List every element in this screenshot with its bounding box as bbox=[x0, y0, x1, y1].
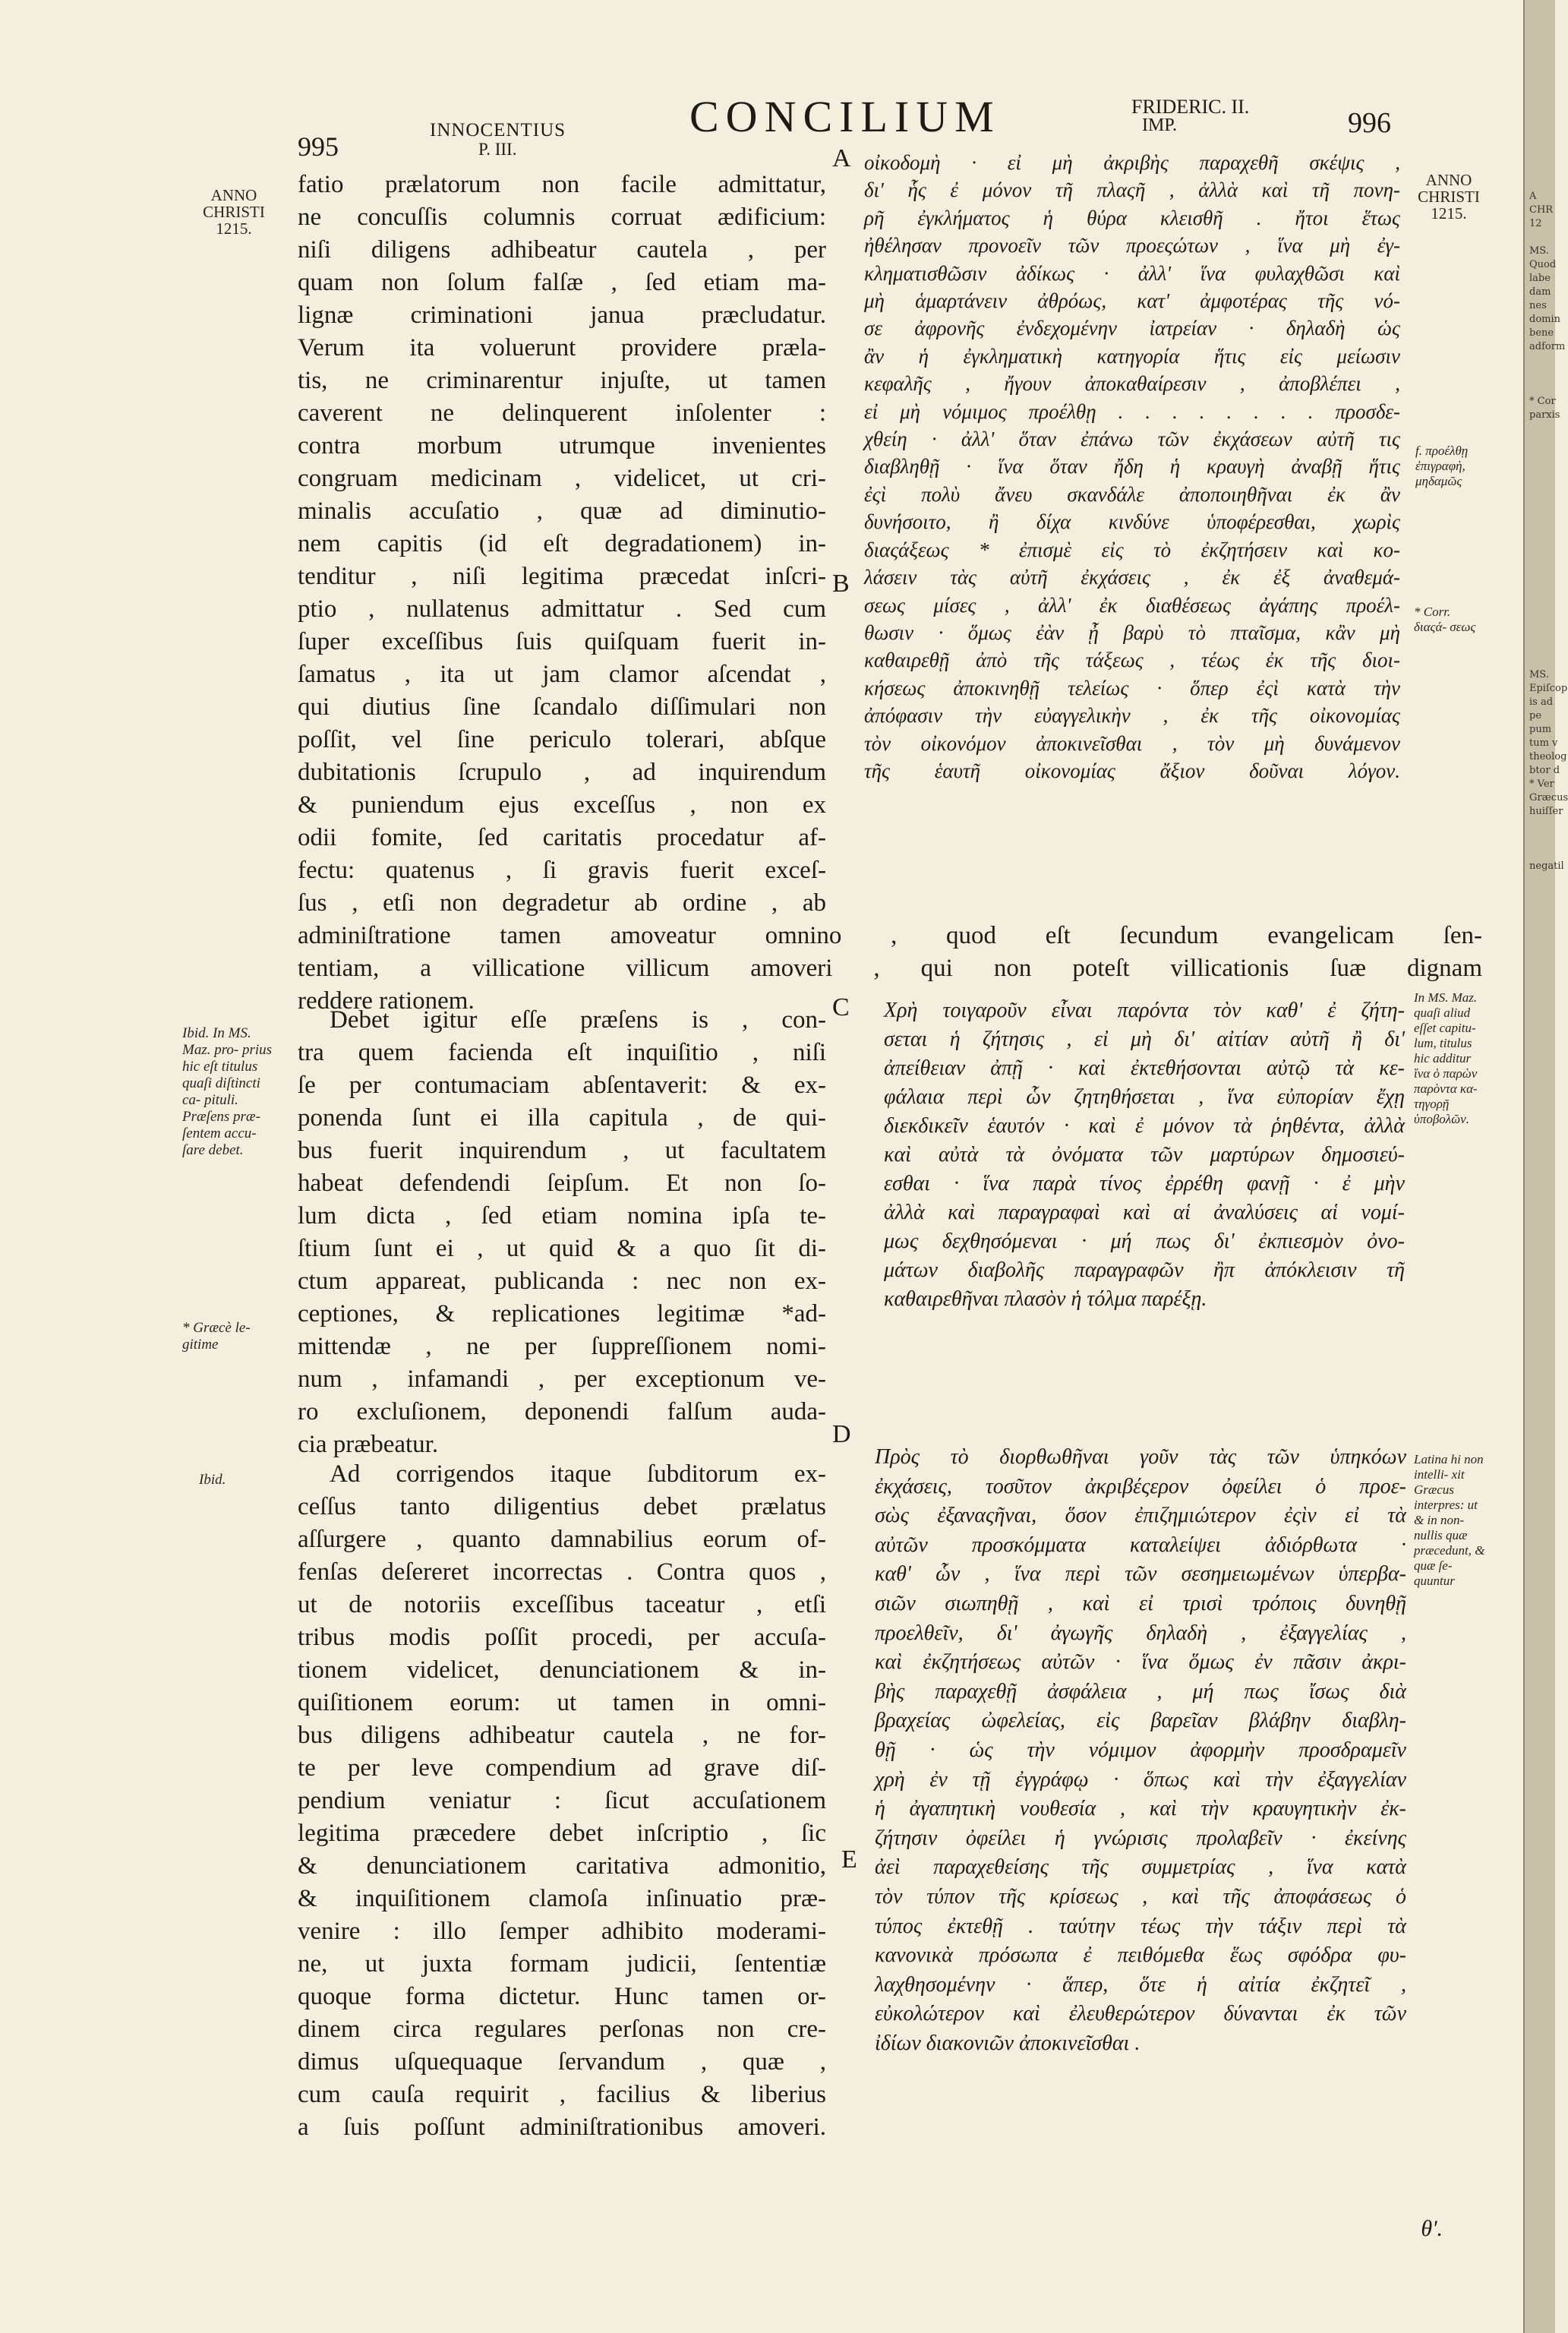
page-number-left: 995 bbox=[298, 131, 339, 162]
text-line: niſi diligens adhibeatur cautela , per bbox=[298, 236, 826, 264]
text-line: σε ἀφρονῆς ἐνδεχομένην ἰατρείαν · δηλαδὴ ὡς bbox=[864, 317, 1400, 340]
marker-c: C bbox=[832, 993, 850, 1021]
margin-note-ibid-ms: Ibid. In MS. Maz. pro- prius hic eſt titulus quaſi diſtincti ca- pituli. Præſens præ- ſentem accu- ſare debet. bbox=[182, 1025, 273, 1158]
text-line: τὸν οἰκονόμον ἀποκινεῖσθαι , τὸν μὴ δυνάμενον bbox=[864, 731, 1400, 755]
text-line: οἰκοδομὴ · εἰ μὴ ἀκριβὴς παραχεθῆ σκέψις , bbox=[864, 151, 1400, 174]
text-line: βραχείας ὠφελείας, εἰς βαρεῖαν βλάβην διαβλη- bbox=[875, 1709, 1406, 1733]
text-line: ἀπόφασιν τὴν εὐαγγελικὴν , ἐκ τῆς οἰκονομίας bbox=[864, 704, 1400, 728]
text-line: καθαιρεθῇ ἀπὸ τῆς τάξεως , τέως ἐκ τῆς διοι- bbox=[864, 649, 1400, 672]
text-line: καὶ αὐτὰ τὰ ὀνόματα τῶν μαρτύρων δημοσιεύ- bbox=[884, 1143, 1405, 1166]
text-line: odii fomite, ſed caritatis procedatur af- bbox=[298, 824, 826, 851]
text-line: φάλαια περὶ ὧν ζητηθήσεται , ἵνα εὐπορίαν ἔχῃ bbox=[884, 1085, 1405, 1109]
text-line: σὼς ἐξαναςῆναι, ὅσον ἐπιζημιώτερον ἐςὶν εἰ τὰ bbox=[875, 1504, 1406, 1528]
text-line: tra quem facienda eſt inquiſitio , niſi bbox=[298, 1039, 826, 1066]
text-line: τύπος ἐκτεθῇ . ταύτην τέως τὴν τάξιν περὶ τὰ bbox=[875, 1914, 1406, 1938]
text-line: tionem videlicet, denunciationem & in- bbox=[298, 1656, 826, 1684]
text-line: ἡ ἀγαπητικὴ νουθεσία , καὶ τὴν κραυγητικὴν ἐκ- bbox=[875, 1797, 1406, 1821]
greek-column-c bbox=[884, 996, 1405, 1314]
text-line: δι' ἧς ἐ μόνον τῆ πλαςῆ , ἀλλὰ καὶ τῆ πονη- bbox=[864, 178, 1400, 202]
text-line: καθαιρεθῆναι πλασὸν ἡ τόλμα παρέξῃ. bbox=[884, 1287, 1207, 1311]
text-line: contra morbum utrumque invenientes bbox=[298, 432, 826, 459]
text-line: & puniendum ejus exceſſus , non ex bbox=[298, 791, 826, 819]
text-line: ἰδίων διακονιῶν ἀποκινεῖσθαι . bbox=[875, 2031, 1141, 2055]
text-line: χρὴ ἐν τῇ ἐγγράφῳ · ὅπως καὶ τὴν ἐξαγγελίαν bbox=[875, 1767, 1406, 1792]
text-line: ἠθέλησαν προνοεῖν τῶν προεςώτων , ἵνα μὴ ἐγ- bbox=[864, 234, 1400, 257]
text-line: a ſuis poſſunt adminiſtrationibus amoveri. bbox=[298, 2114, 826, 2141]
text-line: τὸν τύπον τῆς κρίσεως , καὶ τῆς ἀποφάσεως ὁ bbox=[875, 1884, 1406, 1908]
marker-d: D bbox=[832, 1420, 851, 1448]
margin-note-f: f. προέλθῃ ἐπιγραφὴ, μηδαμῶς bbox=[1415, 444, 1469, 488]
text-line: διεκδικεῖν ἑαυτόν · καὶ ἐ μόνον τὰ ῥηθέντα, ἀλλὰ bbox=[884, 1114, 1405, 1138]
text-line: ζήτησιν ὀφείλει ἡ γνώρισις προλαβεῖν · ἐκείνης bbox=[875, 1826, 1406, 1850]
text-line: venire : illo ſemper adhibito moderami- bbox=[298, 1918, 826, 1945]
text-line: nem capitis (id eſt degradationem) in- bbox=[298, 530, 826, 557]
text-line: καὶ ἐκζητήσεως αὐτῶν · ἵνα ὅμως ἐν πᾶσιν ἀκρι- bbox=[875, 1650, 1406, 1675]
text-line: εἰ μὴ νόμιμος προέλθῃ . . . . . . . . προσδε- bbox=[864, 399, 1400, 423]
text-line: tentiam, a villicatione villicum amoveri , qui non poteſt villicationis ſuæ dignam bbox=[298, 955, 1482, 982]
margin-note-latina: Latina hi non intelli- xit Græcus interpres: ut & in non- nullis quæ præcedunt, & quæ ſe- quuntur bbox=[1414, 1452, 1485, 1588]
text-line: ne concuſſis columnis corruat ædificium: bbox=[298, 204, 826, 231]
text-line: lignæ criminationi janua præcludatur. bbox=[298, 301, 826, 329]
text-line: bus fuerit inquirendum , ut facultatem bbox=[298, 1137, 826, 1164]
text-line: fectu: quatenus , ſi gravis fuerit exceſ- bbox=[298, 857, 826, 884]
marker-a: A bbox=[832, 144, 851, 172]
page-title: CONCILIUM bbox=[689, 92, 1001, 141]
text-line: ἀλλὰ καὶ παραγραφαὶ καὶ αἱ ἀναλύσεις αἱ νομί- bbox=[884, 1201, 1405, 1224]
text-line: τῆς ἑαυτῆ οἰκονομίας ἄξιον δοῦναι λόγον. bbox=[864, 759, 1400, 782]
text-line: Πρὸς τὸ διορθωθῆναι γοῦν τὰς τῶν ὑπηκόων bbox=[875, 1445, 1406, 1469]
text-line: ſus , etſi non degradetur ab ordine , ab bbox=[298, 889, 826, 917]
text-line: dinem circa regulares perſonas non cre- bbox=[298, 2016, 826, 2043]
text-line: θωσιν · ὅμως ἐὰν ᾖ βαρὺ τὸ πταῖσμα, κἂν μὴ bbox=[864, 620, 1400, 644]
text-line: fenſas deſereret incorrectas . Contra quos , bbox=[298, 1558, 826, 1586]
text-line: θῇ · ὡς τὴν νόμιμον ἀφορμὴν προσδραμεῖν bbox=[875, 1738, 1406, 1762]
text-line: μὴ ἁμαρτάνειν ἀθρόως, κατ' ἀμφοτέρας τῆς νό- bbox=[864, 289, 1400, 313]
text-line: ut de notoriis exceſſibus taceatur , etſi bbox=[298, 1591, 826, 1618]
text-line: εσθαι · ἵνα παρὰ τίνος ἐρρέθη φανῇ · ἐ μὴν bbox=[884, 1172, 1405, 1195]
text-line: σεται ἡ ζήτησις , εἰ μὴ δι' αἰτίαν αὐτῆ ἢ δι' bbox=[884, 1028, 1405, 1051]
text-line: tis, ne criminarentur injuſte, ut tamen bbox=[298, 367, 826, 394]
margin-note-grace: * Græcè le- gitime bbox=[182, 1320, 251, 1353]
text-line: adminiſtratione tamen amoveatur omnino , quod eſt ſecundum evangelicam ſen- bbox=[298, 922, 1482, 949]
running-head-left: INNOCENTIUS bbox=[430, 120, 566, 140]
text-line: μως δεχθησόμεναι · μή πως δι' ἐκπιεσμὸν ὀνο- bbox=[884, 1230, 1405, 1253]
text-line: ἐςὶ πολὺ ἄνευ σκανδάλε ἀποποιηθῆναι ἐκ ἂν bbox=[864, 482, 1400, 506]
text-line: κεφαλῆς , ἤγουν ἀποκαθαίρεσιν , ἀποβλέπει , bbox=[864, 372, 1400, 396]
text-line: ſuper exceſſibus ſuis quiſquam fuerit in- bbox=[298, 628, 826, 655]
marker-e: E bbox=[841, 1845, 857, 1874]
text-line: Verum ita voluerunt providere præla- bbox=[298, 334, 826, 361]
text-line: ptio , nullatenus admittatur . Sed cum bbox=[298, 595, 826, 623]
text-line: ceptiones, & replicationes legitimæ *ad- bbox=[298, 1300, 826, 1328]
text-line: tribus modis poſſit procedi, per accuſa- bbox=[298, 1624, 826, 1651]
signature-mark: θ'. bbox=[1421, 2216, 1443, 2241]
text-line: lum dicta , ſed etiam nomina ipſa te- bbox=[298, 1202, 826, 1230]
running-head-right-sub: IMP. bbox=[1142, 115, 1178, 135]
text-line: λάσειν τὰς αὐτῆ ἐκχάσεις , ἐκ ἐξ ἀναθεμά- bbox=[864, 566, 1400, 589]
text-line: habeat defendendi ſeipſum. Et non ſo- bbox=[298, 1170, 826, 1197]
latin-column-a bbox=[298, 169, 826, 920]
text-line: bus diligens adhibeatur cautela , ne for- bbox=[298, 1722, 826, 1749]
text-line: ſtium ſunt ei , ut quid & a quo ſit di- bbox=[298, 1235, 826, 1262]
text-line: & inquiſitionem clamoſa inſinuatio præ- bbox=[298, 1885, 826, 1912]
adjacent-page-text: A CHR 12 MS. Quod labe dam nes domin bene adform * Cor parxis MS. Epiſcop is ad pe pum tum v theolog btor d * Ver Græcus huiſſer negatil bbox=[1529, 191, 1568, 872]
running-head-left-sub: P. III. bbox=[478, 140, 517, 159]
text-line: poſſit, vel ſine periculo tolerari, abſque bbox=[298, 726, 826, 753]
text-line: ro excluſionem, deponendi falſum auda- bbox=[298, 1398, 826, 1425]
text-line: ſamatus , ita ut jam clamor aſcendat , bbox=[298, 661, 826, 688]
text-line: Χρὴ τοιγαροῦν εἶναι παρόντα τὸν καθ' ἐ ζήτη- bbox=[884, 999, 1405, 1022]
text-line: σιῶν σιωπηθῇ , καὶ εἰ τρισὶ τρόποις δυνηθῇ bbox=[875, 1591, 1406, 1615]
text-line: pendium veniatur : ſicut accuſationem bbox=[298, 1787, 826, 1814]
text-line: ne, ut juxta formam judicii, ſententiæ bbox=[298, 1950, 826, 1978]
text-line: Debet igitur eſſe præſens is , con- bbox=[330, 1006, 826, 1034]
text-line: χθείη · ἀλλ' ὅταν ἐπάνω τῶν ἐκχάσεων αὐτῆ τις bbox=[864, 428, 1400, 451]
text-line: μάτων διαβολῆς παραγραφῶν ἢπ ἀπόκλεισιν τῆ bbox=[884, 1258, 1405, 1282]
text-line: ctum appareat, publicanda : nec non ex- bbox=[298, 1268, 826, 1295]
text-line: εὐκολώτερον καὶ ἐλευθερώτερον δύνανται ἐκ τῶν bbox=[875, 2002, 1406, 2026]
text-line: ρῆ ἐγκλήματος ἡ θύρα κλεισθῆ . ἤτοι ἕτως bbox=[864, 206, 1400, 229]
greek-column-d bbox=[875, 1443, 1406, 2058]
text-line: προελθεῖν, δι' ἀγωγῆς δηλαδὴ , ἐξαγγελίας , bbox=[875, 1621, 1406, 1645]
text-line: minalis accuſatio , quæ ad diminutio- bbox=[298, 497, 826, 525]
text-line: dimus uſquequaque ſervandum , quæ , bbox=[298, 2048, 826, 2076]
page-number-right: 996 bbox=[1348, 107, 1391, 139]
text-line: te per leve compendium ad grave diſ- bbox=[298, 1754, 826, 1782]
text-line: caverent ne delinquerent inſolenter : bbox=[298, 399, 826, 427]
text-line: ἀπείθειαν ἀπῇ · καὶ ἐκτεθήσονται αὐτῷ τὰ κε- bbox=[884, 1056, 1405, 1080]
text-line: ἐκχάσεις, τοσῦτον ἀκριβέςερον ὀφείλει ὁ προε- bbox=[875, 1474, 1406, 1498]
marker-b: B bbox=[832, 570, 850, 598]
text-line: ponenda ſunt ei illa capitula , de qui- bbox=[298, 1104, 826, 1132]
text-line: legitima præcedere debet inſcriptio , ſic bbox=[298, 1820, 826, 1847]
text-line: mittendæ , ne per ſuppreſſionem nomi- bbox=[298, 1333, 826, 1360]
adjacent-page-edge bbox=[1523, 0, 1568, 2333]
text-line: congruam medicinam , videlicet, ut cri- bbox=[298, 465, 826, 492]
text-line: Ad corrigendos itaque ſubditorum ex- bbox=[330, 1460, 826, 1488]
text-line: καθ' ὧν , ἵνα περὶ τῶν σεσημειωμένων ὑπερβα- bbox=[875, 1562, 1406, 1586]
text-line: σεως μίσες , ἀλλ' ἐκ διαθέσεως ἀγάπης προέλ- bbox=[864, 593, 1400, 617]
text-line: fatio prælatorum non facile admittatur, bbox=[298, 171, 826, 198]
text-line: num , infamandi , per exceptionum ve- bbox=[298, 1365, 826, 1393]
text-line: aſſurgere , quanto damnabilius eorum of- bbox=[298, 1526, 826, 1553]
text-line: αὐτῶν προσκόμματα καταλείψει ἀδιόρθωτα · bbox=[875, 1533, 1406, 1557]
text-line: ſe per contumaciam abſentaverit: & ex- bbox=[298, 1072, 826, 1099]
text-line: qui diutius ſine ſcandalo diſſimulari non bbox=[298, 693, 826, 721]
text-line: ἂν ἡ ἐγκληματικὴ κατηγορία ἥτις εἰς μείωσιν bbox=[864, 344, 1400, 368]
running-head-right: FRIDERIC. II. bbox=[1131, 96, 1250, 118]
text-line: reddere rationem. bbox=[298, 987, 475, 1015]
anno-right: ANNO CHRISTI 1215. bbox=[1418, 171, 1480, 223]
text-line: βὴς παραχεθῇ ἀσφάλεια , μή πως ἴσως διὰ bbox=[875, 1679, 1406, 1703]
margin-note-corr: * Corr. διαςά- σεως bbox=[1414, 605, 1476, 634]
latin-column-d bbox=[298, 1458, 826, 2144]
text-line: κανονικὰ πρόσωπα ἐ πειθόμεθα ἕως σφόδρα φυ- bbox=[875, 1943, 1406, 1968]
text-line: cia præbeatur. bbox=[298, 1431, 439, 1458]
text-line: quam non ſolum falſæ , ſed etiam ma- bbox=[298, 269, 826, 296]
text-line: κήσεως ἀποκινηθῇ τελείως · ὅπερ ἐςὶ κατὰ τὴν bbox=[864, 676, 1400, 699]
greek-column-a bbox=[864, 149, 1400, 785]
text-line: cum cauſa requirit , facilius & liberius bbox=[298, 2081, 826, 2108]
text-line: dubitationis ſcrupulo , ad inquirendum bbox=[298, 759, 826, 786]
text-line: κληματισθῶσιν ἀδίκως · ἀλλ' ἵνα φυλαχθῶσι καὶ bbox=[864, 261, 1400, 285]
margin-note-ibid: Ibid. bbox=[199, 1472, 226, 1488]
text-line: διαβληθῇ · ἵνα ὅταν ἤδη ἡ κραυγὴ ἀναβῇ ἥτις bbox=[864, 455, 1400, 478]
text-line: ceſſus tanto diligentius debet prælatus bbox=[298, 1493, 826, 1520]
text-line: διαςάξεως * ἐπισμὲ εἰς τὸ ἐκζητήσειν καὶ κο- bbox=[864, 538, 1400, 561]
text-line: tenditur , niſi legitima præcedat inſcri- bbox=[298, 563, 826, 590]
text-line: quiſitionem eorum: ut tamen in omni- bbox=[298, 1689, 826, 1716]
anno-left: ANNO CHRISTI 1215. bbox=[203, 186, 265, 238]
text-line: δυνήσοιτο, ἢ δίχα κινδύνε ὑποφέρεσθαι, χωρὶς bbox=[864, 510, 1400, 534]
latin-column-c bbox=[298, 1004, 826, 1461]
text-line: quoque forma dictetur. Hunc tamen or- bbox=[298, 1983, 826, 2010]
margin-note-ms-maz: In MS. Maz. quaſi aliud eſſet capitu- lum, titulus hic additur ἵνα ὁ παρὼν παρὸντα κα- τηγορῇ ὑποβολῶν. bbox=[1414, 990, 1478, 1126]
text-line: λαχθησομένην · ἅπερ, ὅτε ἡ αἰτία ἐκζητεῖ , bbox=[875, 1972, 1406, 1997]
text-line: & denunciationem caritativa admonitio, bbox=[298, 1852, 826, 1880]
text-line: ἀεὶ παραχεθείσης τῆς συμμετρίας , ἵνα κατὰ bbox=[875, 1855, 1406, 1880]
